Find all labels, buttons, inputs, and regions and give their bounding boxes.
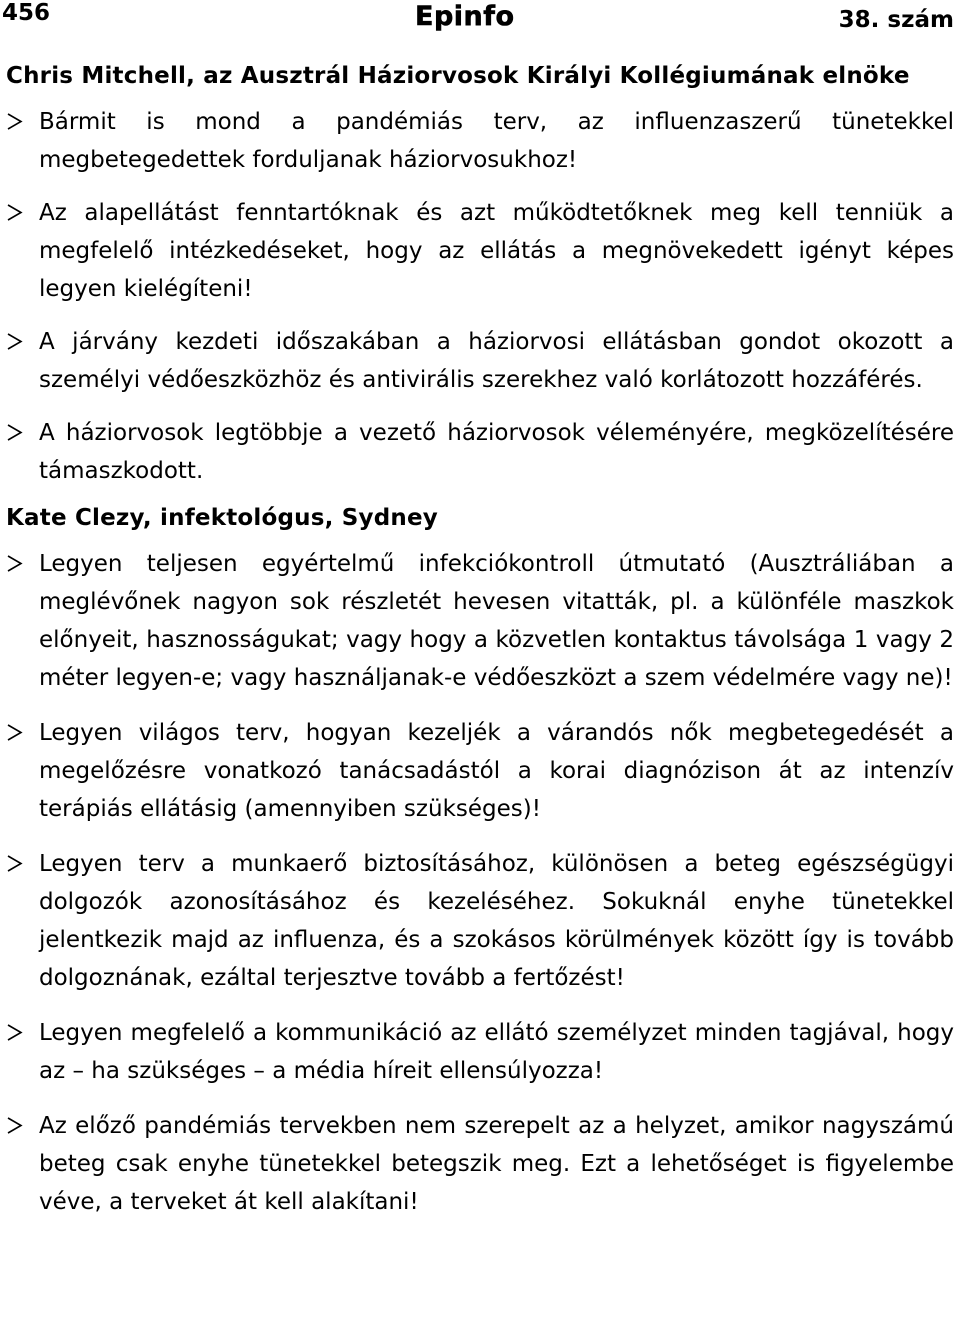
arrow-bullet-icon [6,1024,23,1041]
page-number: 456 [2,0,51,26]
list-item-text: Az előző pandémiás tervekben nem szerepelt az a helyzet, amikor nagyszámú beteg csak enyhe tünetekkel betegszik meg. Ezt a lehetőséget is figyelembe véve, a terveket át kell alakítani! [39,1113,954,1215]
arrow-bullet-icon [6,424,23,441]
section-title: Kate Clezy, infektológus, Sydney [6,505,438,531]
arrow-bullet-icon [6,1117,23,1134]
list-item-text: A háziorvosok legtöbbje a vezető háziorvosok véleményére, megközelítésére támaszkodott. [39,420,954,484]
list-item-text: Legyen teljesen egyértelmű infekciókontroll útmutató (Ausztráliában a meglévőnek nagyon sok részletét hevesen vitatták, pl. a különféle maszkok előnyeit, hasznosságukat; vagy hogy a közvetlen kontaktus távolsága 1 vagy 2 méter legyen-e; vagy használjanak-e védőeszközt a szem védelmére vagy ne)! [39,551,954,691]
page-header [0,0,960,48]
list-item [0,714,960,828]
list-item [0,545,960,697]
list-item [0,194,960,308]
section-title: Chris Mitchell, az Ausztrál Háziorvosok Királyi Kollégiumának elnöke [6,63,910,89]
bullet-list [0,545,960,1221]
list-item [0,103,960,179]
list-item [0,1014,960,1090]
arrow-bullet-icon [6,333,23,350]
publication-logo: Epinfo [415,1,515,32]
list-item-text: Legyen világos terv, hogyan kezeljék a várandós nők megbetegedését a megelőzésre vonatkozó tanácsadástól a korai diagnózison át az intenzív terápiás ellátásig (amennyiben szükséges)! [39,720,954,822]
arrow-bullet-icon [6,855,23,872]
list-item [0,845,960,997]
issue-number: 38. szám [838,7,954,33]
arrow-bullet-icon [6,113,23,130]
list-item [0,1107,960,1221]
arrow-bullet-icon [6,724,23,741]
list-item [0,414,960,490]
list-item [0,323,960,399]
arrow-bullet-icon [6,204,23,221]
list-item-text: Az alapellátást fenntartóknak és azt működtetőknek meg kell tenniük a megfelelő intézkedéseket, hogy az ellátás a megnövekedett igényt képes legyen kielégíteni! [39,200,954,302]
list-item-text: Legyen terv a munkaerő biztosításához, különösen a beteg egészségügyi dolgozók azonosításához és kezeléséhez. Sokuknál enyhe tünetekkel jelentkezik majd az influenza, és a szokásos körülmények között így is tovább dolgoznának, ezáltal terjesztve tovább a fertőzést! [39,851,954,991]
list-item-text: Bármit is mond a pandémiás terv, az influenzaszerű tünetekkel megbetegedettek forduljanak háziorvosukhoz! [39,109,954,173]
arrow-bullet-icon [6,555,23,572]
list-item-text: Legyen megfelelő a kommunikáció az ellátó személyzet minden tagjával, hogy az – ha szükséges – a média híreit ellensúlyozza! [39,1020,954,1084]
bullet-list [0,103,960,490]
list-item-text: A járvány kezdeti időszakában a háziorvosi ellátásban gondot okozott a személyi védőeszközhöz és antivirális szerekhez való korlátozott hozzáférés. [39,329,954,393]
